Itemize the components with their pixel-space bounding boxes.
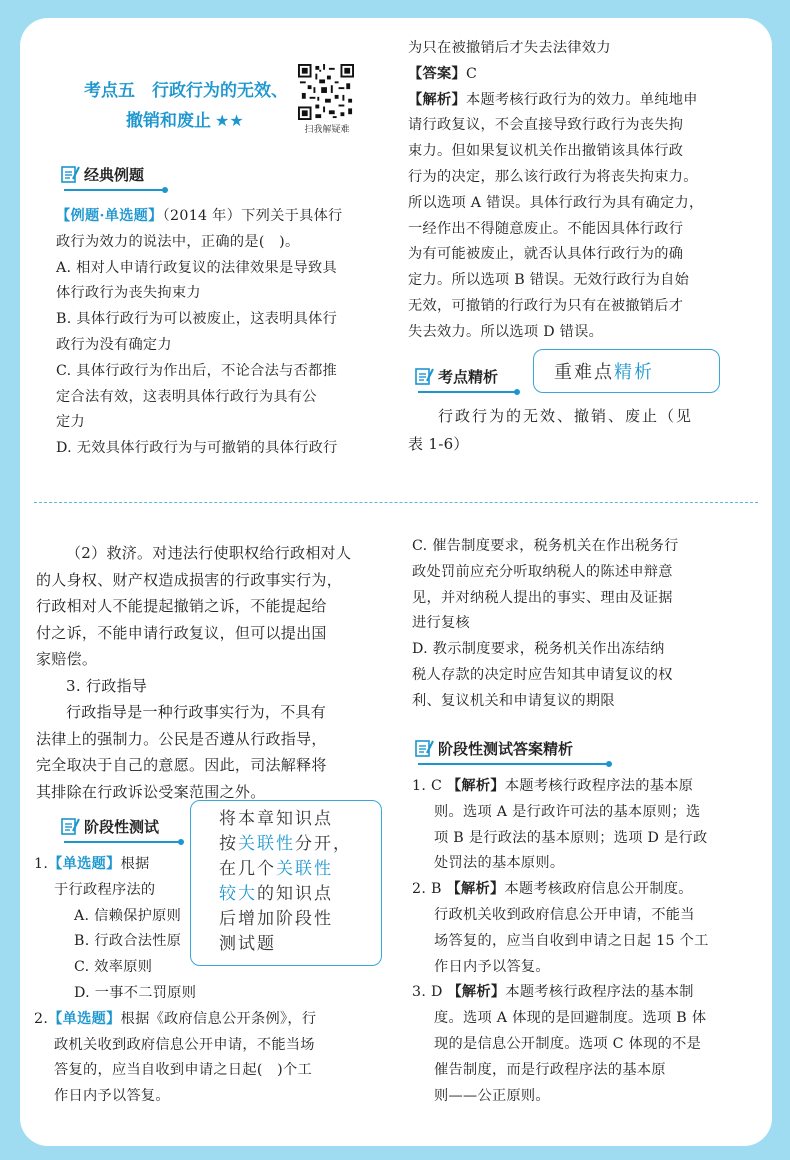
analysis-tag: 【解析】 — [408, 91, 466, 108]
analysis-body: 行政行为的无效、撤销、废止（见 表 1-6） — [408, 407, 694, 453]
callout-note-text — [219, 807, 352, 957]
callout-key-points — [533, 349, 720, 393]
analysis-first: 【解析】本题考核行政行为的效力。单纯地申 — [408, 91, 698, 108]
callout-stage-test-note — [190, 800, 382, 966]
answer-line — [408, 62, 748, 88]
option-d: D. 无效具体行政行为与可撤销的具体行政行 — [56, 440, 338, 457]
callout-text: 重难点精析 — [554, 362, 654, 383]
callout-line: 在几个关联性 — [219, 859, 333, 879]
answer-tag: 【答案】 — [408, 65, 466, 82]
section-title-examples: 经典例题 — [84, 165, 145, 184]
callout-line: 较大的知识点 — [219, 884, 333, 904]
answer-item: 3. D 【解析】本题考核行政程序法的基本制 度。选项 A 体现的是回避制度。选项 B 体 现的是信息公开制度。选项 C 体现的不是 催告制度，而是行政程序法的基本原 则——公正原则。 — [412, 984, 707, 1104]
example-question — [56, 204, 386, 462]
section-title-answers: 阶段性测试答案精析 — [438, 739, 574, 758]
answer-value: C — [465, 65, 478, 82]
notepad-icon — [60, 816, 80, 836]
section-underline — [418, 763, 608, 765]
section-divider — [34, 502, 758, 503]
qr-caption: 扫我解疑难 — [304, 125, 350, 135]
section-header-analysis — [414, 364, 498, 388]
section-title-stage-test: 阶段性测试 — [84, 817, 160, 836]
callout-line: 测试题 — [219, 934, 276, 954]
notepad-icon — [60, 164, 80, 184]
section-underline — [418, 391, 516, 393]
callout-line: 将本章知识点 — [219, 809, 333, 829]
q1-line: 1.【单选题】根据 — [34, 856, 150, 872]
section-underline — [64, 189, 164, 191]
question-stem-cont: 政行为效力的说法中，正确的是( )。 — [56, 233, 300, 250]
topic-title-line2 — [126, 106, 244, 131]
stage-test-questions: 1.【单选题】根据 于行政程序法的 A. 信赖保护原则 B. 行政合法性原 C. 效率原则 D. 一事不二罚原则 2.【单选题】根据《政府信息公开条例》，行 政机关收到政府信息公开申请，不能当场 答复的，应当自收到申请之日起( )个工 作日内予以答复。 — [34, 852, 384, 1110]
answer-list — [412, 774, 752, 1109]
difficulty-stars: ★★ — [215, 111, 244, 130]
page — [20, 18, 772, 1146]
answer-item: 1. C 【解析】本题考核行政程序法的基本原 则。选项 A 是行政许可法的基本原则；选 项 B 是行政法的基本原则；选项 D 是行政 处罚法的基本原则。 — [412, 778, 708, 872]
option-c: C. 具体行政行为作出后，不论合法与否都推 定合法有效，这表明具体行政行为具有公 定力 — [56, 362, 338, 431]
answer-block: 为只在被撤销后才失去法律效力 【答案】C 【解析】本题考核行政行为的效力。单纯地申 请行政复议，不会直接导致行政行为丧失拘 束力。但如果复议机关作出撤销该具体行政 行为的决定，那么该行政行为将丧失拘束力。 所以选项 A 错误。具体行政行为具有确定力， 一经作出不得随意废止。不能因具体行政行 为有可能被废止，就否认具体行政行为的确 定力。所以选项 B 错误。无效行政行为自始 无效，可撤销的行政行为只有在被撤销后才 失去效力。所以选项 D 错误。 — [408, 36, 748, 346]
question-stem: 【例题·单选题】（2014 年）下列关于具体行 — [56, 208, 343, 224]
section-header-answers — [414, 736, 573, 760]
question-cont: 为只在被撤销后才失去法律效力 — [408, 40, 611, 56]
subheading: 3. 行政指导 — [66, 676, 148, 695]
answer-item: 2. B 【解析】本题考核政府信息公开制度。 行政机关收到政府信息公开申请，不能当 场答复的，应当自收到申请之日起 15 个工 作日内予以答复。 — [412, 881, 709, 975]
option-a: A. 相对人申请行政复议的法律效果是导致具 体行政行为丧失拘束力 — [56, 259, 337, 302]
topic-title-line1: 考点五 行政行为的无效、 — [84, 81, 288, 101]
relief-text: （2）救济。对违法行使职权给行政相对人 的人身权、财产权造成损害的行政事实行为， 行政相对人不能提起撤销之诉，不能提起给 付之诉，不能申请行政复议，但可以提出国 家赔偿。 3. 行政指导 行政指导是一种行政事实行为，不具有 法律上的强制力。公民是否遵从行政指导， 完全取决于自己的意愿。因此，司法解释将 其排除在行政诉讼受案范围之外。 — [36, 540, 386, 805]
section-title-analysis: 考点精析 — [438, 367, 499, 386]
callout-line: 按关联性分开， — [219, 834, 352, 854]
section-header-examples — [60, 162, 144, 186]
notepad-icon — [414, 738, 434, 758]
section-header-stage-test — [60, 814, 159, 838]
q2-line: 2.【单选题】根据《政府信息公开条例》，行 — [34, 1010, 317, 1027]
callout-line: 后增加阶段性 — [219, 909, 333, 929]
option-b: B. 具体行政行为可以被废止，这表明具体行 政行为没有确定力 — [56, 311, 338, 353]
question-type-tag: 【例题·单选题】 — [56, 208, 163, 224]
section-underline — [64, 841, 180, 843]
notepad-icon — [414, 366, 434, 386]
options-cd: C. 催告制度要求，税务机关在作出税务行 政处罚前应充分听取纳税人的陈述申辩意 见，并对纳税人提出的事实、理由及证据 进行复核 D. 教示制度要求，税务机关作出冻结纳 税人存款的决定时应告知其申请复议的权 利、复议机关和申请复议的期限 — [412, 538, 679, 709]
qr-code-icon[interactable] — [298, 64, 354, 120]
topic-title-text: 撤销和废止 — [126, 111, 211, 131]
